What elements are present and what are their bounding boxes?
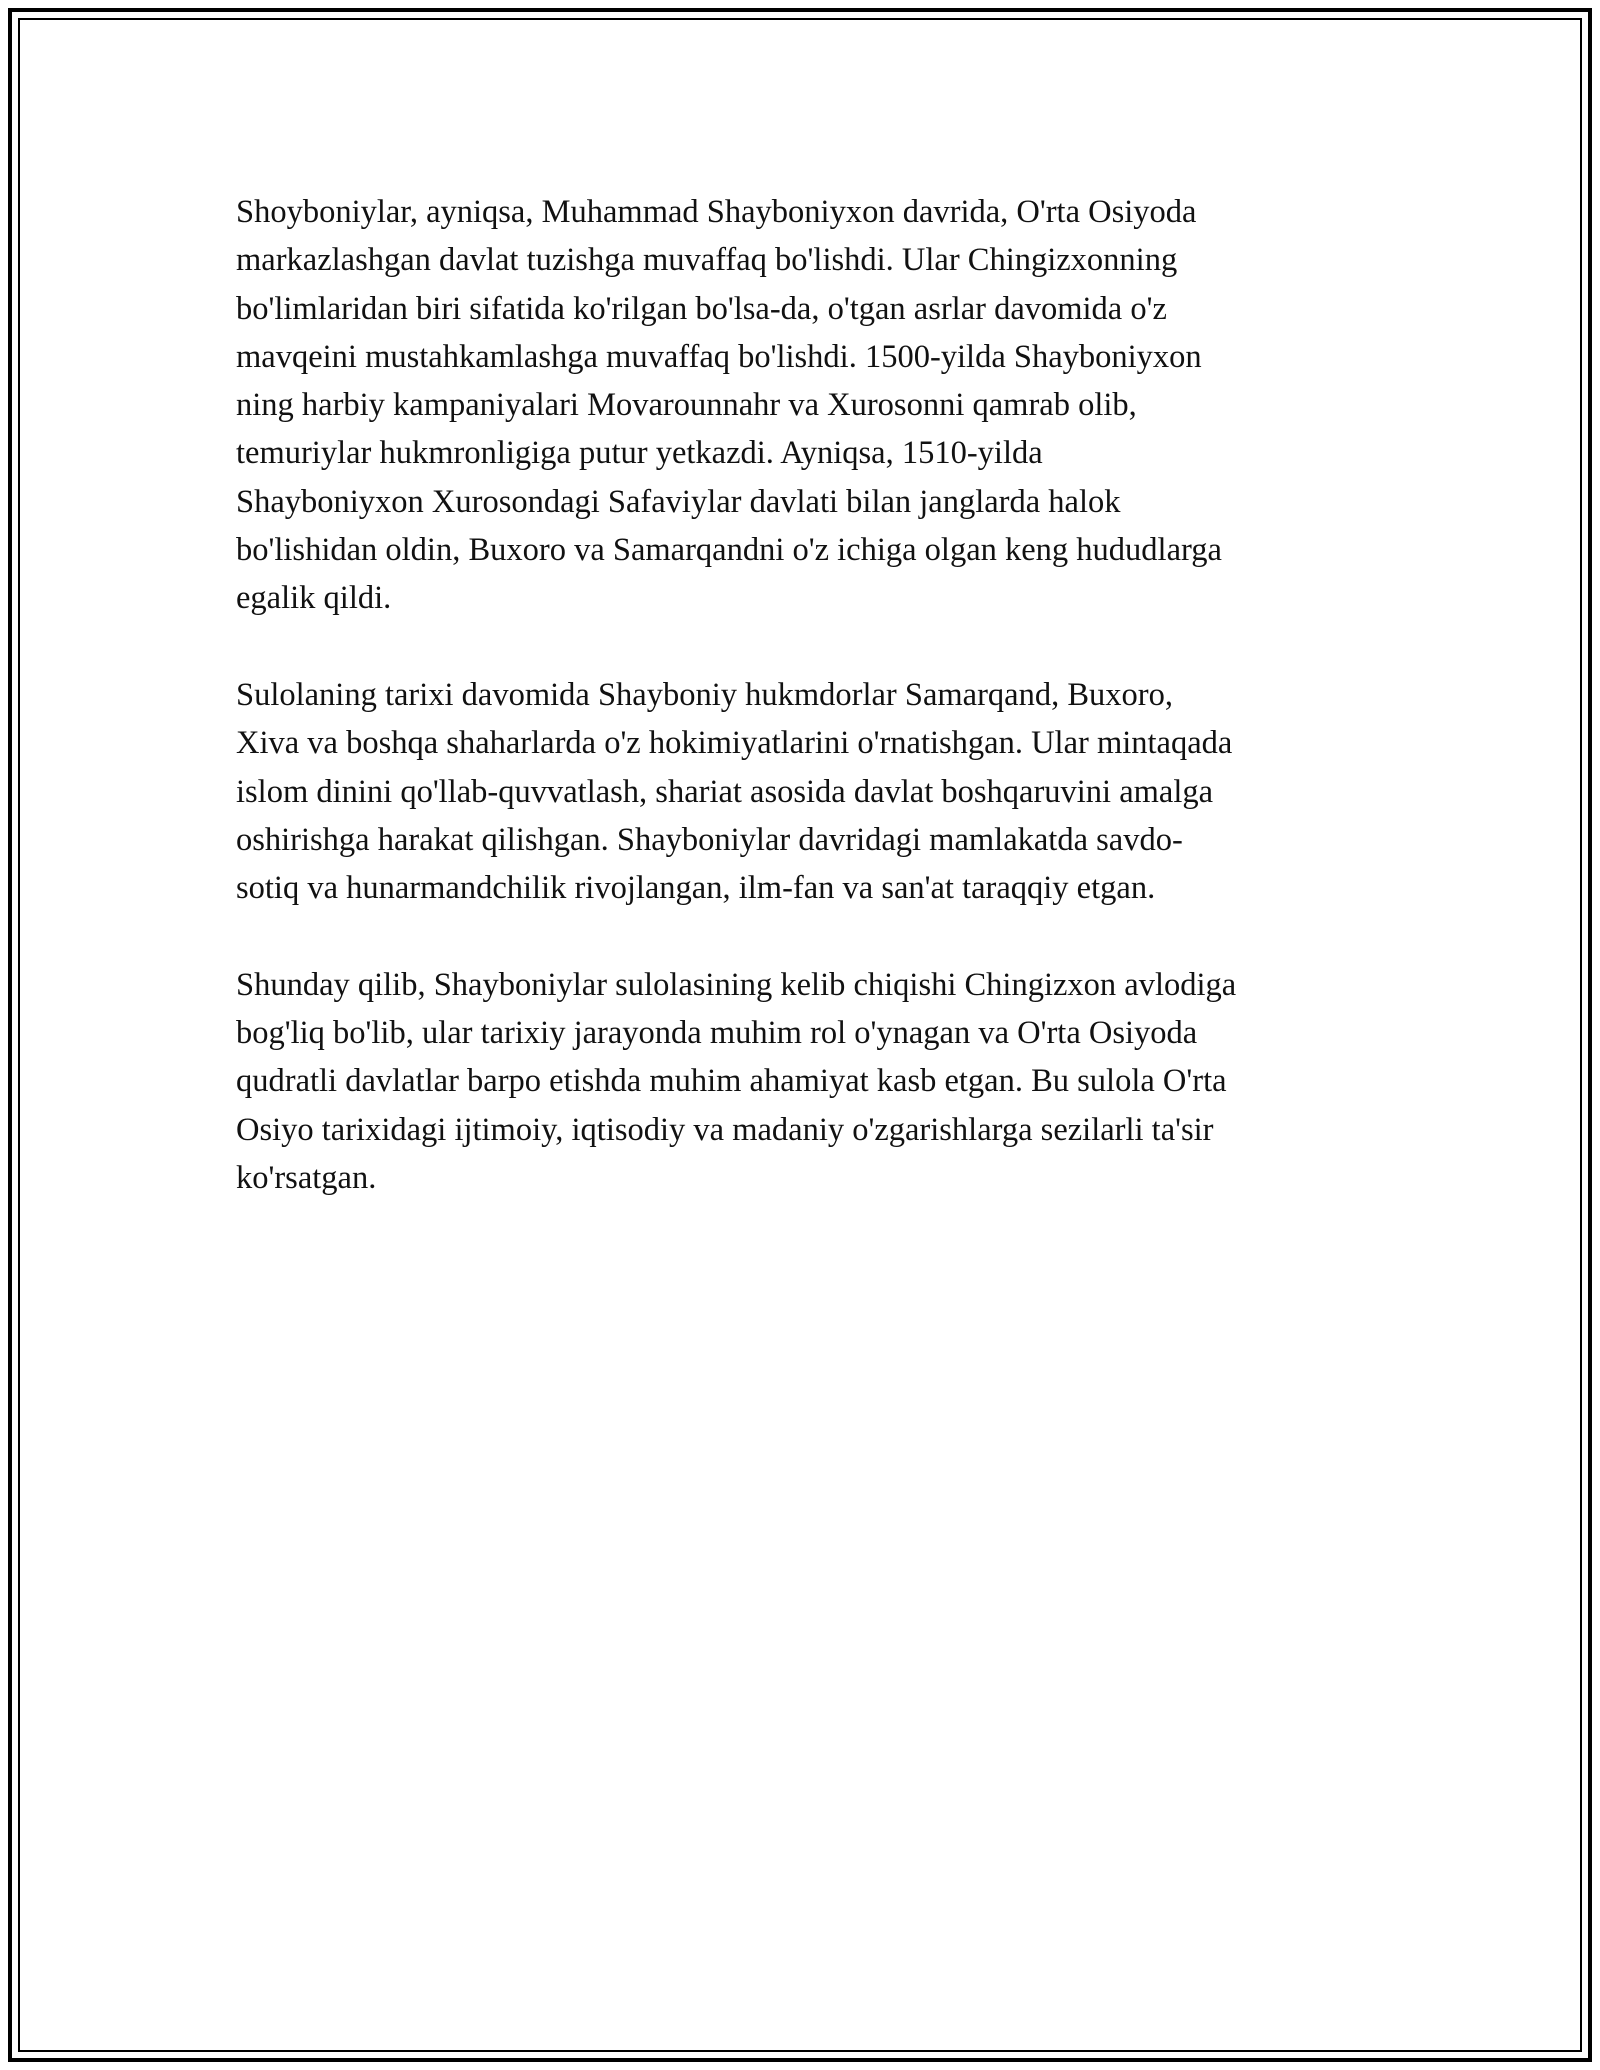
document-body bbox=[236, 188, 1376, 1251]
paragraph-3: Shunday qilib, Shayboniylar sulolasining kelib chiqishi Chingizxon avlodiga bog'liq bo'lib, ular tarixiy jarayonda muhim rol o'ynagan va O'rta Osiyoda qudratli davlatlar barpo etishda muhim ahamiyat kasb etgan. Bu sulola O'rta Osiyo tarixidagi ijtimoiy, iqtisodiy va madaniy o'zgarishlarga sezilarli ta'sir ko'rsatgan. bbox=[236, 966, 1237, 1196]
paragraph-2: Sulolaning tarixi davomida Shayboniy hukmdorlar Samarqand, Buxoro, Xiva va boshqa shaharlarda o'z hokimiyatlarini o'rnatishgan. Ular mintaqada islom dinini qo'llab-quvvatlash, shariat asosida davlat boshqaruvini amalga oshirishga harakat qilishgan. Shayboniylar davridagi mamlakatda savdo- sotiq va hunarmandchilik rivojlangan, ilm-fan va san'at taraqqiy etgan. bbox=[236, 676, 1233, 907]
paragraph-1: Shoyboniylar, ayniqsa, Muhammad Shayboniyxon davrida, O'rta Osiyoda markazlashgan davlat tuzishga muvaffaq bo'lishdi. Ular Chingizxonning bo'limlaridan biri sifatida ko'rilgan bo'lsa-da, o'tgan asrlar davomida o'z mavqeini mustahkamlashga muvaffaq bo'lishdi. 1500-yilda Shayboniyxon ning harbiy kampaniyalari Movarounnahr va Xurosonni qamrab olib, temuriylar hukmronligiga putur yetkazdi. Ayniqsa, 1510-yilda Shayboniyxon Xurosondagi Safaviylar davlati bilan janglarda halok bo'lishidan oldin, Buxoro va Samarqandni o'z ichiga olgan keng hududlarga egalik qildi. bbox=[236, 194, 1222, 617]
